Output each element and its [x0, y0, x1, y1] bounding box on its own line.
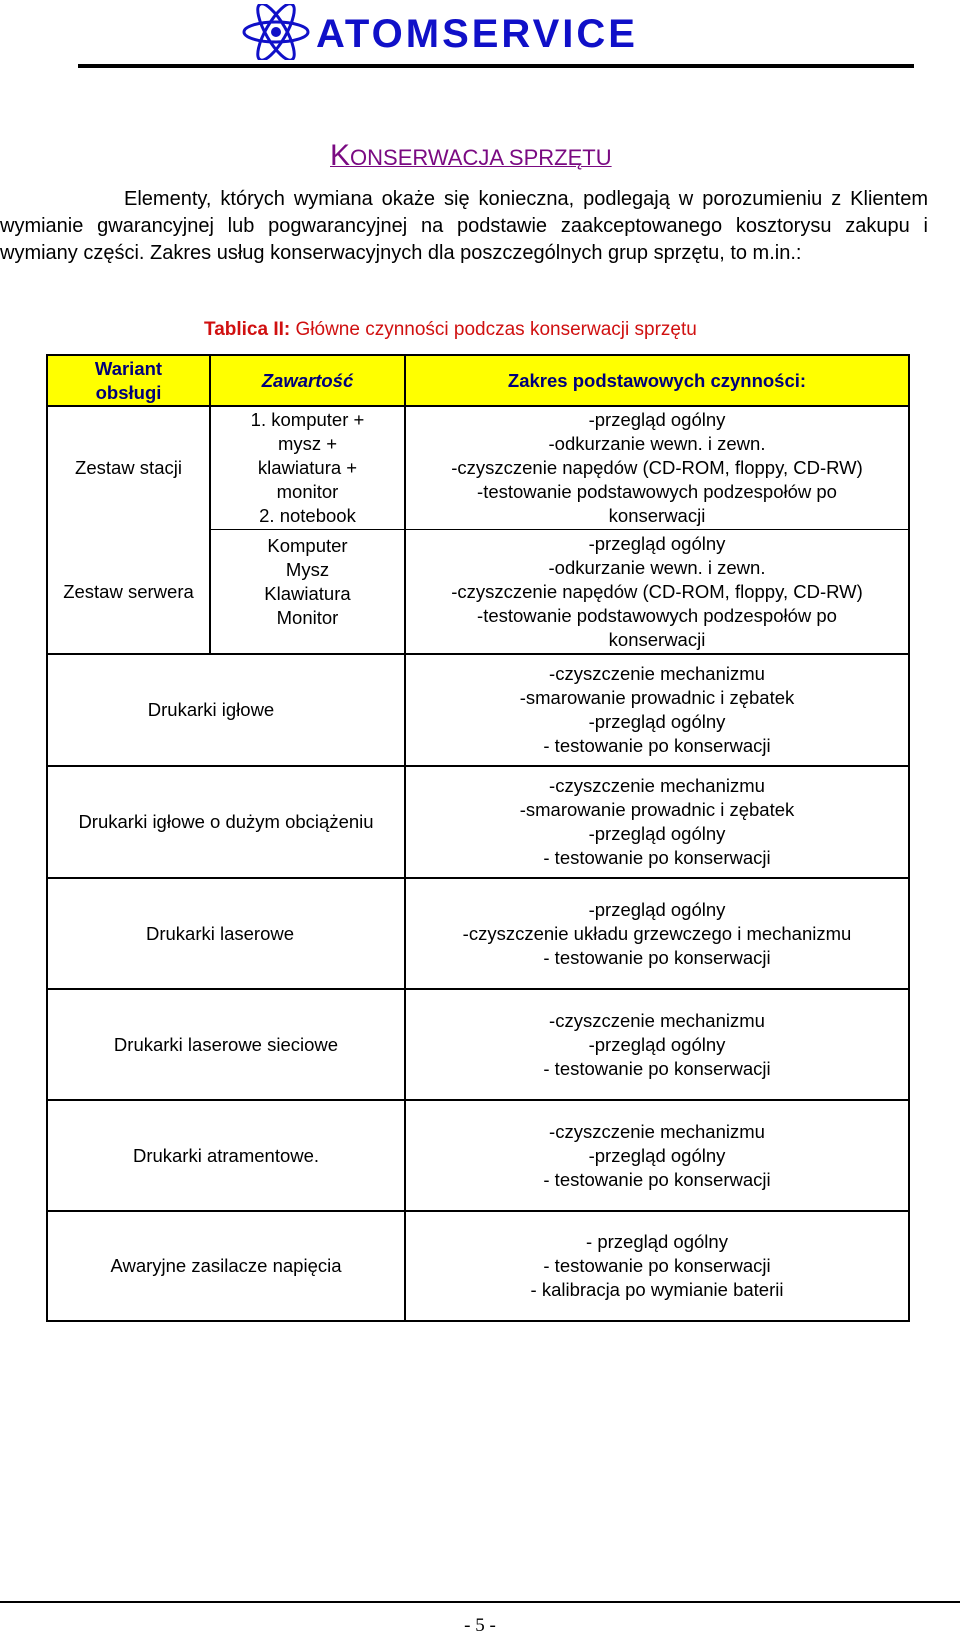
- row-zakres-line: - testowanie po konserwacji: [543, 1057, 771, 1079]
- caption-label: Tablica II:: [204, 319, 291, 340]
- row-zawartosc-line: Monitor: [276, 607, 339, 628]
- row-zakres: [406, 879, 908, 988]
- header-wariant: [48, 356, 209, 406]
- row-zawartosc-line: 1. komputer +: [250, 409, 365, 430]
- table-caption: [204, 319, 697, 341]
- row-zakres: [406, 655, 908, 765]
- row-item: [48, 1212, 404, 1320]
- row-zakres-line: -odkurzanie wewn. i zewn.: [548, 433, 766, 454]
- row-zakres-line: konserwacji: [608, 505, 706, 526]
- row-zawartosc-line: Mysz: [285, 559, 330, 580]
- row-zakres: [406, 1101, 908, 1210]
- row-item: [48, 990, 404, 1099]
- row-zakres: [406, 990, 908, 1099]
- row-zakres-line: - przegląd ogólny: [586, 1231, 728, 1252]
- row-zakres-line: -czyszczenie mechanizmu: [549, 775, 765, 796]
- row-zakres-line: - testowanie po konserwacji: [543, 735, 771, 756]
- row-zakres-line: -przegląd ogólny: [588, 409, 726, 430]
- title-rest: ONSERWACJA SPRZĘTU: [350, 145, 612, 170]
- header-wariant-line: Wariant: [94, 358, 163, 379]
- footer-rule: [0, 1601, 960, 1603]
- row-zakres-line: -testowanie podstawowych podzespołów po: [477, 604, 837, 626]
- row-item-text: Drukarki laserowe: [145, 922, 295, 944]
- row-zakres-line: -przegląd ogólny: [588, 711, 726, 732]
- row-zakres-line: - kalibracja po wymianie baterii: [530, 1279, 784, 1300]
- header-rule: [78, 64, 914, 68]
- row-zakres-line: -odkurzanie wewn. i zewn.: [548, 556, 766, 578]
- row-item: [48, 1101, 404, 1210]
- header-zakres: [406, 356, 908, 406]
- row-zawartosc: [211, 407, 404, 529]
- row-zakres-line: -przegląd ogólny: [588, 532, 726, 554]
- row-zawartosc-line: monitor: [276, 481, 339, 502]
- row-zawartosc: [211, 530, 404, 634]
- row-item-text: Awaryjne zasilacze napięcia: [110, 1255, 342, 1276]
- row-zakres-line: konserwacji: [608, 628, 706, 650]
- row-zakres: [406, 530, 908, 653]
- table-border-right: [908, 354, 910, 1322]
- row-zakres: [406, 767, 908, 877]
- row-zakres-line: -smarowanie prowadnic i zębatek: [519, 687, 795, 708]
- row-zakres-line: -testowanie podstawowych podzespołów po: [477, 481, 837, 502]
- row-zakres-line: - testowanie po konserwacji: [543, 946, 771, 968]
- page-title: [330, 139, 612, 173]
- row-zakres: [406, 1212, 908, 1320]
- row-zakres-line: -smarowanie prowadnic i zębatek: [519, 799, 795, 820]
- row-zakres-line: -czyszczenie napędów (CD-ROM, floppy, CD-RW): [451, 457, 863, 478]
- row-zawartosc-line: mysz +: [277, 433, 338, 454]
- header-wariant-line: obsługi: [95, 382, 162, 403]
- header-zawartosc: [211, 356, 404, 406]
- row-item-text: Drukarki igłowe: [147, 699, 275, 720]
- row-item-text: Drukarki igłowe o dużym obciążeniu: [78, 811, 374, 832]
- row-zakres-line: -przegląd ogólny: [588, 898, 726, 920]
- row-wariant: [48, 530, 209, 653]
- row-zakres-line: -czyszczenie układu grzewczego i mechanizmu: [462, 922, 852, 944]
- caption-text: Główne czynności podczas konserwacji sprzętu: [290, 319, 697, 340]
- intro-text: Elementy, których wymiana okaże się konieczna, podlegają w porozumieniu z Klientem wymianie gwarancyjnej lub pogwarancyjnej na podstawie zaakceptowanego kosztorysu zakupu i wymiany części. Zakres usług konserwacyjnych dla poszczególnych grup sprzętu, to m.in.:: [0, 188, 928, 264]
- logo-text: ATOMSERVICE: [316, 12, 638, 56]
- atomservice-logo: [240, 4, 700, 60]
- table-border-bottom: [46, 1320, 910, 1322]
- row-item: [48, 767, 404, 877]
- page-number: - 5 -: [464, 1615, 496, 1636]
- row-zakres-line: -czyszczenie napędów (CD-ROM, floppy, CD-RW): [451, 580, 863, 602]
- row-zakres: [406, 407, 908, 529]
- row-zakres-line: -przegląd ogólny: [588, 1033, 726, 1055]
- atom-icon: [240, 4, 312, 60]
- row-zakres-line: -przegląd ogólny: [588, 1144, 726, 1166]
- row-zakres-line: - testowanie po konserwacji: [543, 847, 771, 868]
- row-wariant-text: Zestaw serwera: [63, 580, 194, 602]
- row-zawartosc-line: 2. notebook: [259, 505, 356, 526]
- row-zakres-line: - testowanie po konserwacji: [543, 1168, 771, 1190]
- intro-paragraph: [0, 186, 928, 267]
- row-zakres-line: -przegląd ogólny: [588, 823, 726, 844]
- row-item-text: Drukarki atramentowe.: [132, 1144, 320, 1166]
- row-wariant: [48, 407, 209, 529]
- title-first-letter: K: [330, 139, 351, 172]
- row-zawartosc-line: klawiatura +: [257, 457, 358, 478]
- row-zakres-line: -czyszczenie mechanizmu: [549, 663, 765, 684]
- row-wariant-text: Zestaw stacji: [75, 457, 182, 478]
- row-item: [48, 879, 404, 988]
- row-zakres-line: - testowanie po konserwacji: [543, 1255, 771, 1276]
- header-zakres-text: Zakres podstawowych czynności:: [507, 370, 807, 391]
- row-zawartosc-line: Klawiatura: [264, 583, 351, 604]
- row-item-text: Drukarki laserowe sieciowe: [113, 1033, 339, 1055]
- row-item: [48, 655, 404, 765]
- row-zakres-line: -czyszczenie mechanizmu: [549, 1120, 765, 1142]
- header-zawartosc-text: Zawartość: [261, 370, 354, 391]
- row-zawartosc-line: Komputer: [267, 535, 348, 556]
- row-zakres-line: -czyszczenie mechanizmu: [549, 1009, 765, 1031]
